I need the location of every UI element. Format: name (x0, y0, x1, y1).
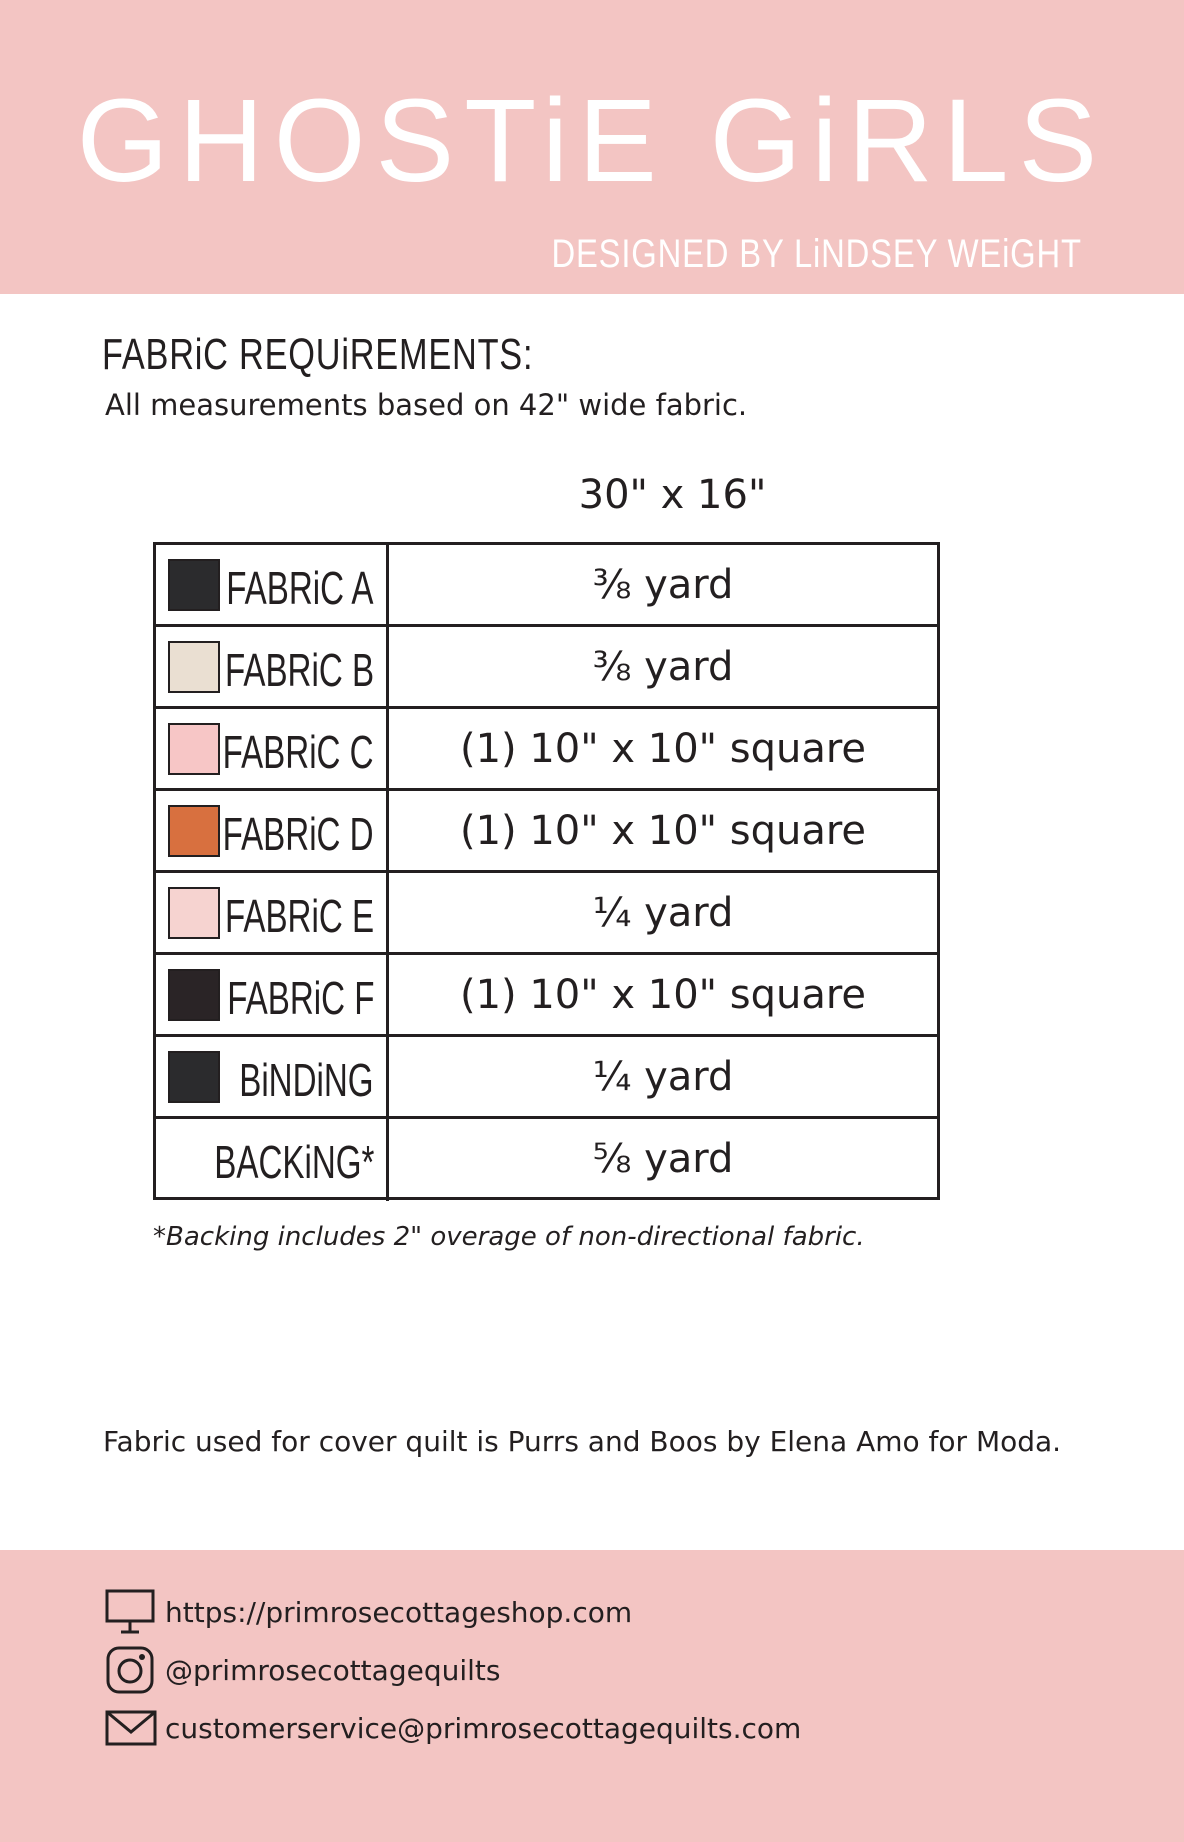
fabric-c-swatch (168, 723, 220, 775)
website-link[interactable]: https://primrosecottageshop.com (165, 1596, 633, 1629)
contact-footer (0, 1550, 1184, 1842)
section-heading: FABRiC REQUiREMENTS: (102, 330, 534, 379)
fabric-name-cell (156, 545, 389, 624)
fabric-name-cell (156, 709, 389, 788)
fabric-name-cell (156, 955, 389, 1034)
fabric-amount: (1) 10" x 10" square (459, 972, 867, 1018)
quilt-size: 30" x 16" (578, 472, 767, 518)
fabric-name: FABRiC D (223, 808, 374, 860)
fabric-name: FABRiC C (223, 726, 374, 778)
pattern-title: GHOSTiE GiRLS (76, 75, 1108, 207)
fabric-name-cell (156, 873, 389, 952)
fabric-name: BACKiNG* (213, 1136, 374, 1188)
table-row (156, 791, 937, 873)
fabric-name: FABRiC F (226, 972, 374, 1024)
fabric-a-swatch (168, 559, 220, 611)
instagram-handle[interactable]: @primrosecottagequilts (165, 1654, 501, 1687)
fabric-amount: (1) 10" x 10" square (459, 808, 867, 854)
fabric-amount: ⅜ yard (592, 562, 734, 608)
table-row (156, 545, 937, 627)
fabric-requirements-table (153, 542, 940, 1200)
envelope-icon (105, 1704, 157, 1752)
monitor-icon (105, 1588, 157, 1636)
fabric-name: FABRiC E (224, 890, 374, 942)
fabric-credit: Fabric used for cover quilt is Purrs and Boos by Elena Amo for Moda. (103, 1425, 1062, 1458)
fabric-name-cell (156, 791, 389, 870)
binding-swatch (168, 1051, 220, 1103)
fabric-e-swatch (168, 887, 220, 939)
fabric-name: FABRiC B (224, 644, 374, 696)
table-row (156, 955, 937, 1037)
fabric-name-cell (156, 627, 389, 706)
fabric-f-swatch (168, 969, 220, 1021)
fabric-name-cell (156, 1037, 389, 1116)
table-row (156, 1037, 937, 1119)
header-banner (0, 0, 1184, 294)
backing-footnote: *Backing includes 2" overage of non-directional fabric. (153, 1222, 865, 1252)
fabric-amount: ¼ yard (592, 890, 734, 936)
fabric-name-cell (156, 1119, 389, 1201)
measurement-note: All measurements based on 42" wide fabric. (105, 388, 748, 422)
fabric-amount: ⅜ yard (592, 644, 734, 690)
instagram-icon (105, 1646, 157, 1694)
fabric-d-swatch (168, 805, 220, 857)
email-link[interactable]: customerservice@primrosecottagequilts.com (165, 1712, 802, 1745)
fabric-name: BiNDiNG (239, 1054, 374, 1106)
fabric-amount: (1) 10" x 10" square (459, 726, 867, 772)
fabric-name: FABRiC A (226, 562, 374, 614)
table-row (156, 627, 937, 709)
table-row (156, 709, 937, 791)
fabric-b-swatch (168, 641, 220, 693)
table-row (156, 873, 937, 955)
fabric-amount: ¼ yard (592, 1054, 734, 1100)
designer-byline: DESIGNED BY LiNDSEY WEiGHT (551, 232, 1082, 276)
fabric-amount: ⅝ yard (592, 1136, 734, 1182)
table-row (156, 1119, 937, 1201)
